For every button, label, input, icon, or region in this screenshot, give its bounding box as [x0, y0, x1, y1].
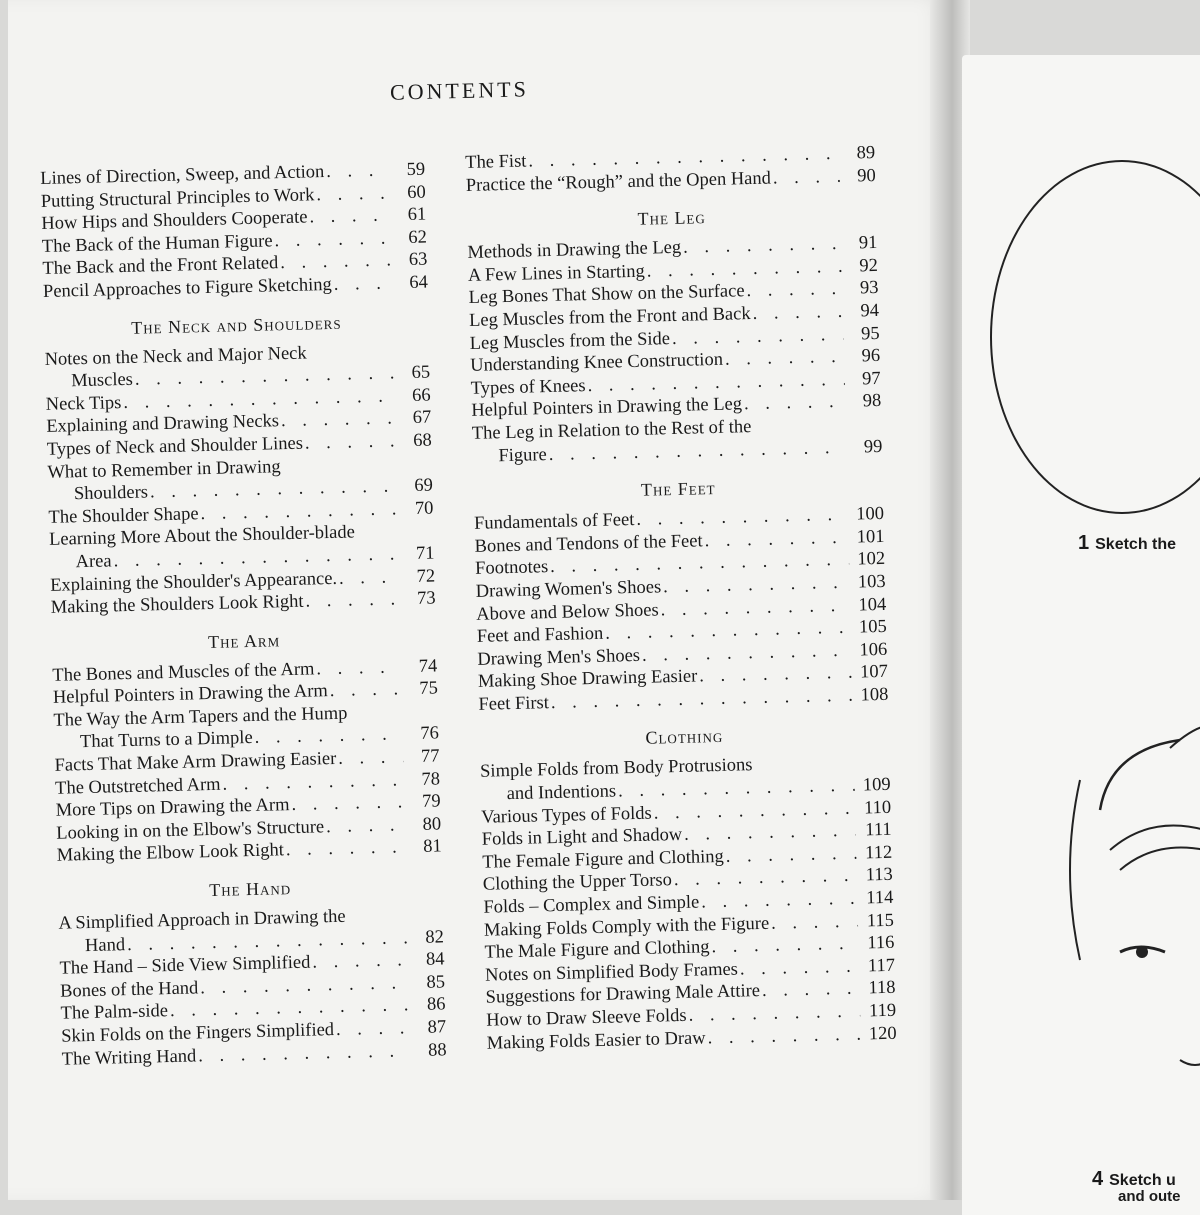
entry-page-number: 101	[856, 526, 885, 548]
entry-page-number: 77	[420, 746, 440, 767]
entry-page-number: 108	[860, 684, 889, 706]
entry-title: Drawing Men's Shoes	[477, 645, 641, 670]
entry-title: The Female Figure and Clothing	[482, 846, 725, 873]
dot-leader	[310, 949, 409, 974]
entry-title: The Back and the Front Related	[42, 253, 279, 280]
entry-page-number: 97	[861, 368, 881, 390]
caption-step-1-text: Sketch the	[1095, 536, 1177, 553]
dot-leader	[284, 837, 406, 863]
entry-title: Pencil Approaches to Figure Sketching	[42, 274, 332, 302]
entry-page-number: 119	[868, 1000, 897, 1022]
entry-title: Leg Muscles from the Front and Back	[468, 304, 751, 331]
entry-title: A Simplified Approach in Drawing the	[58, 906, 346, 934]
entry-title: Notes on the Neck and Major Neck	[44, 343, 307, 370]
entry-title: Methods in Drawing the Leg	[467, 237, 682, 264]
entry-title: The Way the Arm Tapers and the Hump	[53, 703, 348, 731]
entry-title: Putting Structural Principles to Work	[40, 184, 315, 212]
entry-page-number: 76	[420, 723, 440, 745]
entry-title: The Writing Hand	[61, 1046, 197, 1070]
entry-page-number: 95	[860, 323, 880, 344]
dot-leader	[336, 746, 404, 770]
entry-page-number: 87	[427, 1017, 447, 1038]
entry-page-number: 62	[408, 227, 428, 248]
dot-leader	[744, 278, 842, 303]
contents-column-left	[40, 159, 447, 1071]
entry-title: Types of Knees	[470, 375, 586, 399]
entry-page-number: 92	[859, 255, 879, 277]
entry-title: Practice the “Rough” and the Open Hand	[465, 168, 772, 196]
entry-page-number: 73	[416, 588, 436, 610]
entry-title: Footnotes	[474, 557, 549, 580]
entry-page-number: 59	[406, 159, 426, 181]
entry-title: Lines of Direction, Sweep, and Action	[40, 162, 325, 189]
entry-title: Hand	[84, 934, 126, 956]
eye-pupil	[1136, 946, 1148, 958]
dot-leader	[289, 792, 405, 817]
contents-column-right	[465, 142, 897, 1055]
entry-title: Making Folds Easier to Draw	[486, 1027, 706, 1054]
entry-title: Suggestions for Drawing Male Attire	[485, 981, 761, 1009]
entry-page-number: 68	[413, 430, 433, 451]
entry-page-number: 88	[427, 1039, 447, 1061]
entry-title: Helpful Pointers in Drawing the Leg	[471, 394, 743, 422]
dot-leader	[324, 159, 389, 183]
entry-title: Bones and Tendons of the Feet	[474, 531, 703, 557]
entry-title: Muscles	[70, 369, 134, 392]
entry-title: Feet and Fashion	[476, 623, 604, 647]
hair-stroke-2	[1170, 726, 1200, 748]
dot-leader	[272, 227, 391, 252]
dot-leader	[750, 301, 843, 326]
entry-title: Understanding Knee Construction	[469, 349, 724, 377]
hair-stroke	[1100, 740, 1180, 810]
entry-title: Learning More About the Shoulder-blade	[48, 522, 356, 551]
entry-page-number: 96	[861, 346, 881, 367]
entry-page-number: 113	[865, 865, 894, 886]
entry-title: Making Folds Comply with the Figure	[483, 913, 770, 941]
entry-title: How to Draw Sleeve Folds	[485, 1005, 687, 1031]
entry-page-number: 109	[862, 774, 891, 796]
entry-title: The Leg in Relation to the Rest of the	[471, 417, 752, 444]
entry-page-number: 90	[856, 165, 876, 187]
dot-leader	[337, 566, 400, 590]
entry-title: The Fist	[465, 151, 527, 173]
entry-title: Above and Below Shoes	[476, 599, 659, 625]
entry-title: The Back of the Human Figure	[41, 231, 273, 257]
dot-leader	[331, 272, 392, 296]
entry-title: Making the Shoulders Look Right	[50, 591, 304, 618]
entry-page-number: 89	[856, 142, 876, 164]
entry-page-number: 78	[421, 769, 441, 790]
face-outline	[1070, 780, 1080, 960]
dot-leader	[314, 182, 390, 206]
dot-leader	[303, 588, 400, 613]
entry-page-number: 63	[408, 249, 428, 271]
entry-title: Feet First	[478, 692, 550, 715]
entry-page-number: 104	[858, 594, 887, 616]
entry-page-number: 98	[862, 391, 882, 412]
face-sketch	[1040, 720, 1200, 1170]
entry-title: That Turns to a Dimple	[79, 728, 253, 753]
entry-title: Leg Muscles from the Side	[469, 328, 671, 354]
dot-leader	[314, 656, 401, 681]
caption-step-4-number: 4	[1092, 1168, 1104, 1190]
entry-page-number: 61	[407, 204, 427, 226]
entry-page-number: 67	[412, 407, 432, 429]
entry-title: More Tips on Drawing the Arm	[55, 795, 290, 822]
section-heading: Clothing	[645, 726, 724, 749]
contents-title: CONTENTS	[389, 76, 530, 105]
brow-stroke-2	[1120, 848, 1200, 871]
entry-page-number: 102	[857, 549, 886, 570]
dot-leader	[742, 391, 846, 416]
entry-title: A Few Lines in Starting	[467, 261, 645, 286]
entry-title: Shoulders	[73, 482, 149, 505]
section-heading: The Arm	[207, 629, 281, 652]
entry-title: The Male Figure and Clothing	[484, 937, 710, 963]
entry-page-number: 114	[866, 887, 894, 909]
entry-page-number: 111	[865, 820, 892, 841]
entry-title: Area	[75, 551, 112, 573]
entry-title: How Hips and Shoulders Cooperate	[41, 207, 308, 235]
entry-page-number: 117	[867, 955, 896, 977]
dot-leader	[324, 814, 406, 839]
entry-title: Notes on Simplified Body Frames	[484, 959, 739, 986]
dot-leader	[738, 955, 860, 981]
section-heading: The Leg	[637, 207, 706, 229]
entry-title: Neck Tips	[45, 392, 122, 415]
entry-title: Bones of the Hand	[59, 978, 199, 1002]
entry-page-number: 65	[411, 362, 431, 384]
entry-title: Making Shoe Drawing Easier	[477, 666, 698, 693]
dot-leader	[705, 1023, 861, 1049]
dot-leader	[723, 346, 845, 372]
entry-page-number: 82	[425, 926, 445, 948]
entry-page-number: 115	[866, 910, 895, 932]
entry-title: Fundamentals of Feet	[473, 510, 635, 535]
section-heading: The Feet	[640, 478, 716, 500]
entry-page-number: 85	[426, 972, 446, 993]
entry-page-number: 94	[860, 300, 880, 322]
entry-title: Skin Folds on the Fingers Simplified	[60, 1020, 335, 1047]
dot-leader	[334, 1017, 411, 1041]
entry-title: The Outstretched Arm	[54, 774, 221, 799]
entry-title: Folds in Light and Shadow	[481, 825, 683, 851]
section-heading: The Neck and Shoulders	[131, 312, 342, 338]
entry-page-number: 103	[857, 571, 886, 593]
entry-page-number: 112	[864, 842, 893, 864]
caption-step-1	[1078, 532, 1176, 555]
entry-page-number: 86	[426, 994, 446, 1016]
entry-title: The Palm-side	[60, 1001, 169, 1025]
dot-leader	[327, 679, 402, 703]
brow-stroke	[1110, 826, 1200, 851]
dot-leader	[198, 498, 397, 525]
entry-page-number: 99	[863, 436, 883, 457]
entry-title: and Indentions	[506, 781, 617, 805]
entry-page-number: 70	[414, 498, 434, 519]
entry-title: Figure	[498, 444, 547, 466]
entry-title: Making the Elbow Look Right	[56, 840, 285, 867]
dot-leader	[278, 250, 392, 275]
entry-title: The Shoulder Shape	[48, 503, 199, 528]
entry-title: The Bones and Muscles of the Arm	[52, 659, 315, 686]
entry-title: Folds – Complex and Simple	[483, 892, 700, 918]
caption-step-4-line2: and oute	[1118, 1188, 1181, 1205]
lower-stroke	[1180, 1060, 1200, 1065]
caption-step-1-number: 1	[1078, 532, 1090, 554]
entry-page-number: 80	[422, 814, 442, 835]
entry-title: Simple Folds from Body Protrusions	[479, 755, 753, 783]
dot-leader	[771, 165, 840, 189]
entry-page-number: 74	[418, 656, 438, 677]
entry-title: Explaining and Drawing Necks	[46, 411, 280, 438]
entry-page-number: 107	[859, 662, 889, 683]
entry-page-number: 71	[415, 543, 435, 564]
entry-page-number: 93	[859, 278, 879, 299]
entry-page-number: 105	[858, 616, 887, 638]
entry-page-number: 60	[406, 182, 426, 203]
entry-page-number: 75	[419, 678, 439, 700]
entry-title: What to Remember in Drawing	[47, 456, 281, 483]
dot-leader	[724, 842, 857, 868]
entry-page-number: 116	[867, 932, 895, 954]
entry-page-number: 118	[868, 978, 896, 999]
dot-leader	[769, 910, 858, 935]
entry-title: Types of Neck and Shoulder Lines	[46, 433, 304, 460]
entry-page-number: 66	[411, 385, 431, 406]
entry-page-number: 69	[414, 475, 434, 497]
entry-page-number: 120	[868, 1023, 897, 1044]
section-heading: The Hand	[208, 878, 292, 901]
dot-leader	[279, 408, 396, 433]
entry-page-number: 64	[409, 272, 429, 293]
dot-leader	[307, 205, 390, 230]
entry-page-number: 110	[863, 797, 892, 819]
entry-title: The Hand – Side View Simplified	[59, 952, 311, 979]
entry-title: Leg Bones That Show on the Surface	[468, 281, 745, 309]
entry-title: Clothing the Upper Torso	[482, 870, 673, 896]
entry-page-number: 100	[855, 503, 885, 525]
caption-step-4-text: Sketch u	[1109, 1172, 1176, 1189]
entry-title: Looking in on the Elbow's Structure	[56, 817, 325, 844]
entry-title: Explaining the Shoulder's Appearance.	[49, 568, 338, 596]
entry-page-number: 81	[422, 836, 442, 858]
entry-title: Helpful Pointers in Drawing the Arm	[52, 681, 329, 709]
entry-title: Various Types of Folds	[481, 803, 652, 828]
entry-title: Facts That Make Arm Drawing Easier	[54, 749, 337, 776]
entry-page-number: 106	[859, 639, 888, 661]
entry-title: Drawing Women's Shoes	[475, 577, 662, 602]
entry-page-number: 79	[421, 791, 441, 813]
entry-page-number: 72	[416, 565, 436, 587]
dot-leader	[303, 430, 396, 455]
dot-leader	[760, 978, 860, 1003]
entry-page-number: 84	[425, 949, 445, 971]
entry-page-number: 91	[858, 233, 878, 254]
